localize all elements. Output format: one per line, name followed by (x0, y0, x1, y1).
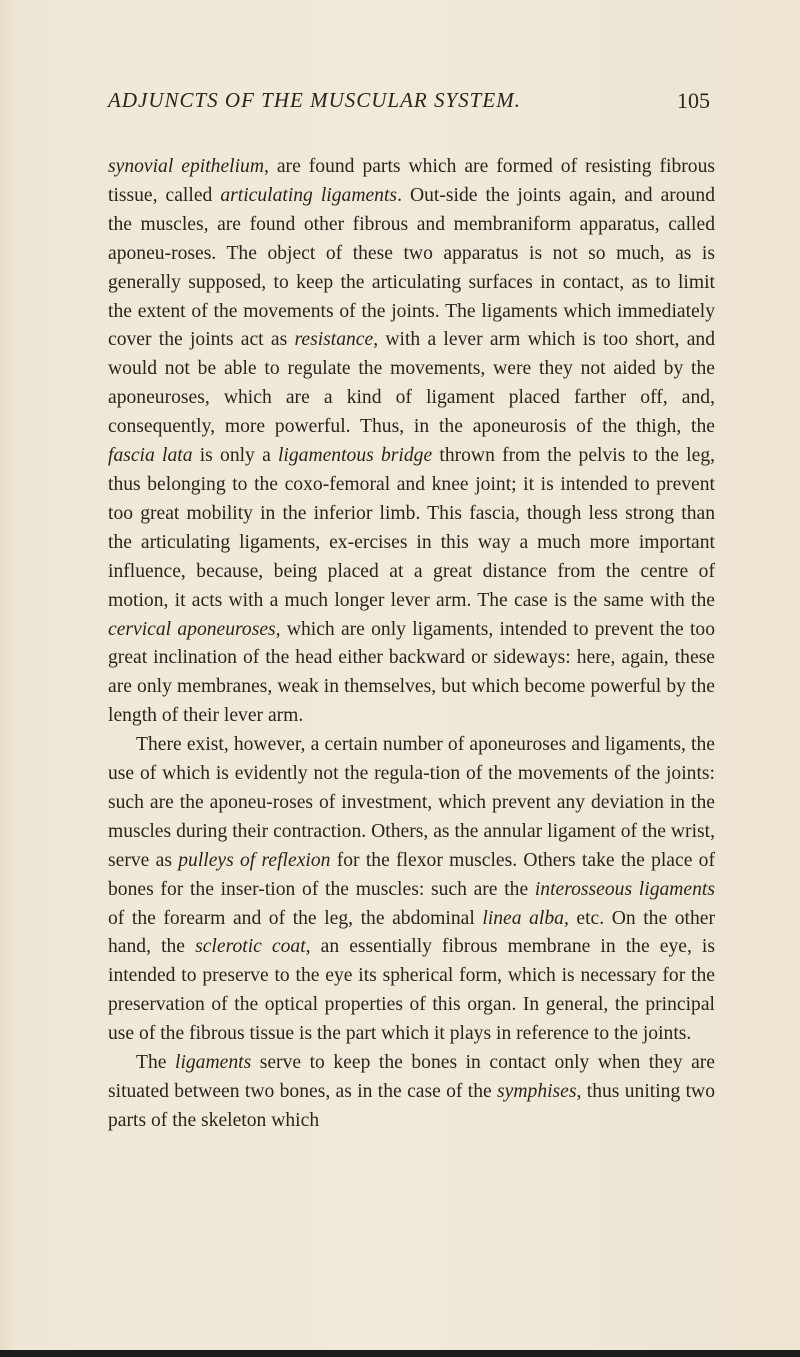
text-run: . Out-side the joints again, and around the muscles, are found other fibrous and membraniform apparatus, called aponeu-roses. The object of these two apparatus is not so much, as is generally supposed, to keep the articulating surfaces in contact, as to limit the extent of the movements of the joints. The ligaments which immediately cover the joints act as (108, 184, 715, 351)
page-bottom-edge (0, 1350, 800, 1357)
italic-term: ligaments (175, 1052, 252, 1074)
italic-term: cervical aponeuroses (108, 618, 276, 640)
paragraph (108, 1049, 715, 1136)
italic-term: interosseous ligaments (534, 878, 715, 900)
text-run: , thus uniting two parts of the skeleton which (108, 1081, 715, 1131)
paragraph (108, 731, 715, 1049)
italic-term: pulleys of reflexion (178, 849, 331, 871)
text-run: , with a lever arm which is too short, and would not be able to regulate the movements, were they not aided by the aponeuroses, which are a kind of ligament placed farther off, and, consequently, more powerful. Thus, in the aponeurosis of the thigh, the (108, 329, 715, 438)
body-text (108, 153, 715, 1136)
text-run: of the forearm and of the leg, the abdominal (108, 907, 483, 929)
italic-term: fascia lata (108, 445, 193, 467)
text-run: The (136, 1052, 175, 1074)
text-run: is only a (192, 445, 278, 467)
text-run: , which are only ligaments, intended to prevent the too great inclination of the head either backward or sideways: here, again, these are only membranes, weak in themselves, but which become powerful by the length of their lever arm. (108, 618, 715, 727)
text-run: There exist, however, a certain number of aponeuroses and ligaments, the use of which is evidently not the regula-tion of the movements of the joints: such are the aponeu-roses of investment, which prevent any deviation in the muscles during their contraction. Others, as the annular ligament of the wrist, serve as (108, 734, 715, 871)
italic-term: symphises (497, 1081, 577, 1102)
italic-term: synovial epithelium (108, 156, 264, 177)
chapter-title: ADJUNCTS OF THE MUSCULAR SYSTEM. (108, 88, 521, 112)
text-run: , an essentially fibrous membrane in the eye, is intended to preserve to the eye its spherical form, which is necessary for the preservation of the optical properties of this organ. In general, the principal use of the fibrous tissue is the part which it plays in reference to the joints. (108, 936, 715, 1045)
italic-term: resistance (294, 329, 374, 351)
text-run: serve to keep the bones in contact only when they are situated between two bones, as in the case of the (108, 1052, 715, 1102)
italic-term: ligamentous bridge (277, 445, 433, 467)
text-run: , etc. On the other hand, the (108, 907, 715, 958)
text-run: , are found parts which are formed of resisting fibrous tissue, called (108, 156, 715, 206)
running-header (108, 88, 708, 118)
text-run: for the flexor muscles. Others take the place of bones for the inser-tion of the muscles: such are the (108, 849, 715, 900)
italic-term: sclerotic coat (195, 936, 306, 958)
text-run: thrown from the pelvis to the leg, thus belonging to the coxo-femoral and knee joint; it is intended to prevent too great mobility in the inferior limb. This fascia, though less strong than the articulating ligaments, ex-ercises in this way a much more important influence, because, being placed at a great distance from the centre of motion, it acts with a much longer lever arm. The case is the same with the (108, 445, 716, 611)
page-number: 105 (677, 88, 710, 113)
paragraph (108, 153, 715, 731)
italic-term: linea alba (482, 907, 564, 929)
italic-term: articulating ligaments (220, 184, 398, 206)
